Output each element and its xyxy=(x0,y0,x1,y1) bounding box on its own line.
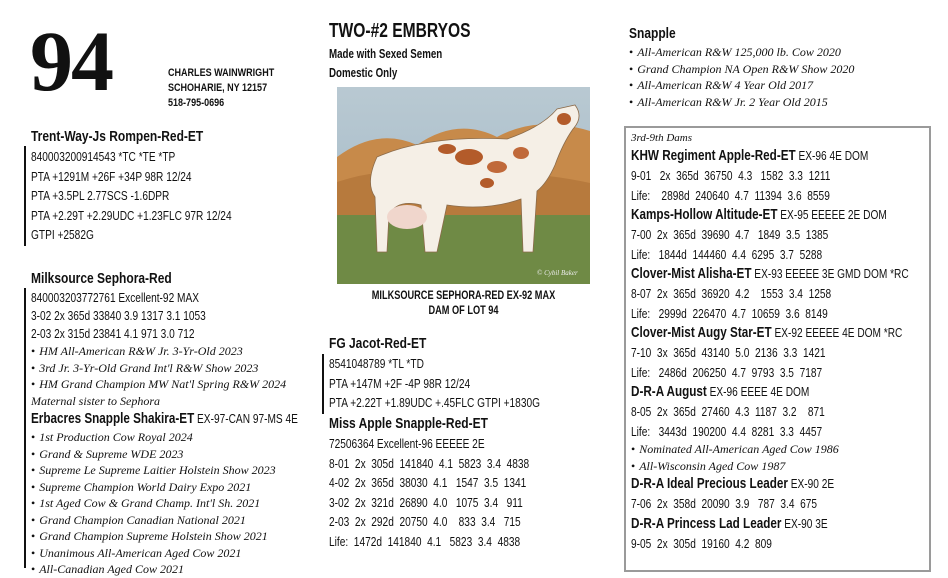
snapple-honor: • All-American R&W Jr. 2 Year Old 2015 xyxy=(629,94,828,109)
sister-honor: • Supreme Champion World Dairy Expo 2021 xyxy=(31,479,252,494)
bullet-icon: • xyxy=(31,344,36,358)
mgs-line: PTA +2.22T +1.89UDC +.45FLC GTPI +1830G xyxy=(329,395,540,410)
dam-entry-line: 9-05 2x 305d 19160 4.2 809 xyxy=(631,535,772,551)
sister-honor: • All-Canadian Aged Cow 2021 xyxy=(31,562,184,576)
dam-name: Milksource Sephora-Red xyxy=(31,270,172,287)
bullet-icon: • xyxy=(631,458,636,473)
photo-caption-line-2: DAM OF LOT 94 xyxy=(428,305,499,317)
bullet-icon: • xyxy=(31,377,36,391)
bullet-icon: • xyxy=(31,545,36,560)
bullet-icon: • xyxy=(31,430,36,444)
dam-entry-name: D-R-A Ideal Precious Leader EX-90 2E xyxy=(631,475,835,492)
bullet-icon: • xyxy=(31,479,36,494)
snapple-honor: • All-American R&W 125,000 lb. Cow 2020 xyxy=(629,45,841,59)
dam-entry-honor: • Nominated All-American Aged Cow 1986 xyxy=(631,442,839,456)
dam-entry-name: D-R-A August EX-96 EEEE 4E DOM xyxy=(631,383,810,400)
sire-line: PTA +1291M +26F +34P 98R 12/24 xyxy=(31,168,192,184)
bullet-icon: • xyxy=(31,360,36,375)
consignor-block xyxy=(168,66,298,111)
dam-entry-name: Kamps-Hollow Altitude-ET EX-95 EEEEE 2E DOM xyxy=(631,206,887,223)
mgs-name: FG Jacot-Red-ET xyxy=(329,335,427,352)
dam-entry-line: Life: 1844d 144460 4.4 6295 3.7 5288 xyxy=(631,246,823,262)
bullet-icon: • xyxy=(31,529,36,543)
snapple-honor: • Grand Champion NA Open R&W Show 2020 xyxy=(629,61,855,76)
dam-honor: • HM Grand Champion MW Nat'l Spring R&W 2024 xyxy=(31,377,287,391)
grand-dam-line: Life: 1472d 141840 4.1 5823 3.4 4838 xyxy=(329,533,521,549)
offering-title: TWO-#2 EMBRYOS xyxy=(329,20,471,42)
consignor-name: CHARLES WAINWRIGHT xyxy=(168,67,275,79)
offering-details xyxy=(329,45,474,83)
dam-bracket xyxy=(24,288,26,568)
sister-honor: • Grand Champion Supreme Holstein Show 2021 xyxy=(31,529,268,543)
dam-entry-line: Life: 2999d 226470 4.7 10659 3.6 8149 xyxy=(631,305,828,321)
mgs-line: 8541048789 *TL *TD xyxy=(329,356,424,371)
bullet-icon: • xyxy=(31,562,36,576)
grand-dam-line: 8-01 2x 305d 141840 4.1 5823 3.4 4838 xyxy=(329,455,530,471)
sire-block xyxy=(31,127,288,245)
dam-entry-honor: • All-Wisconsin Aged Cow 1987 xyxy=(631,458,786,473)
dam-entry-name: KHW Regiment Apple-Red-ET EX-96 4E DOM xyxy=(631,147,869,164)
dam-entry-line: 8-05 2x 365d 27460 4.3 1187 3.2 871 xyxy=(631,404,825,419)
dam-honor: • 3rd Jr. 3-Yr-Old Grand Int'l R&W Show 2023 xyxy=(31,360,259,375)
snapple-block xyxy=(629,24,854,110)
bullet-icon: • xyxy=(629,45,634,59)
lot-number: 94 xyxy=(30,13,112,109)
grand-dam-name: Miss Apple Snapple-Red-ET xyxy=(329,415,488,432)
dam-entry-line: Life: 3443d 190200 4.4 8281 3.3 4457 xyxy=(631,423,823,439)
snapple-honor: • All-American R&W 4 Year Old 2017 xyxy=(629,78,814,92)
dam-block xyxy=(31,269,373,578)
dam-entry-line: 7-00 2x 365d 39690 4.7 1849 3.5 1385 xyxy=(631,227,829,242)
bullet-icon: • xyxy=(629,94,634,109)
offering-line-2: Domestic Only xyxy=(329,66,398,80)
sister-honor: • 1st Production Cow Royal 2024 xyxy=(31,430,193,444)
dams-heading: 3rd-9th Dams xyxy=(631,132,693,144)
bullet-icon: • xyxy=(31,512,36,527)
snapple-name: Snapple xyxy=(629,25,676,42)
dam-entry-name: Clover-Mist Augy Star-ET EX-92 EEEEE 4E DOM *RC xyxy=(631,324,903,341)
maternal-sister-note: Maternal sister to Sephora xyxy=(31,393,160,408)
dam-entry-line: 9-01 2x 365d 36750 4.3 1582 3.3 1211 xyxy=(631,168,831,183)
dam-line: 840003203772761 Excellent-92 MAX xyxy=(31,290,200,305)
sister-honor: • 1st Aged Cow & Grand Champ. Int'l Sh. 2021 xyxy=(31,496,261,510)
sire-line: PTA +2.29T +2.29UDC +1.23FLC 97R 12/24 xyxy=(31,207,232,223)
grand-dam-line: 4-02 2x 365d 38030 4.1 1547 3.5 1341 xyxy=(329,475,527,490)
bullet-icon: • xyxy=(31,463,36,477)
photo-caption-line-1: MILKSOURCE SEPHORA-RED EX-92 MAX xyxy=(371,290,556,302)
dam-entry-name: D-R-A Princess Lad Leader EX-90 3E xyxy=(631,514,828,532)
bullet-icon: • xyxy=(31,496,36,510)
cow-photo-illustration xyxy=(337,87,590,284)
sire-bracket xyxy=(24,146,26,246)
dam-entry-line: 7-10 3x 365d 43140 5.0 2136 3.3 1421 xyxy=(631,345,826,360)
offering-line-1: Made with Sexed Semen xyxy=(329,47,443,61)
dam-line: 3-02 2x 365d 33840 3.9 1317 3.1 1053 xyxy=(31,308,206,323)
dam-entry-line: Life: 2486d 206250 4.7 9793 3.5 7187 xyxy=(631,364,823,380)
bullet-icon: • xyxy=(629,61,634,76)
consignor-city: SCHOHARIE, NY 12157 xyxy=(168,82,268,94)
mgs-line: PTA +147M +2F -4P 98R 12/24 xyxy=(329,375,471,391)
grand-dam-line: 72506364 Excellent-96 EEEEE 2E xyxy=(329,436,485,451)
photo-signature: © Cybil Baker xyxy=(537,269,578,277)
sister-honor: • Grand Champion Canadian National 2021 xyxy=(31,512,246,527)
sister-honor: • Grand & Supreme WDE 2023 xyxy=(31,446,184,461)
bullet-icon: • xyxy=(631,442,636,456)
dam-line: 2-03 2x 315d 23841 4.1 971 3.0 712 xyxy=(31,326,195,341)
grand-dam-line: 2-03 2x 292d 20750 4.0 833 3.4 715 xyxy=(329,514,521,529)
grand-dam-line: 3-02 2x 321d 26890 4.0 1075 3.4 911 xyxy=(329,494,523,510)
cow-photo xyxy=(337,87,590,284)
dam-entry-line: 8-07 2x 365d 36920 4.2 1553 3.4 1258 xyxy=(631,286,832,301)
grand-dam-block xyxy=(329,414,586,551)
dam-entry-line: 7-06 2x 358d 20090 3.9 787 3.4 675 xyxy=(631,496,818,511)
sister-honor: • Supreme Le Supreme Laitier Holstein Show 2023 xyxy=(31,463,276,477)
mgs-block xyxy=(329,334,600,413)
sire-line: PTA +3.5PL 2.77SCS -1.6DPR xyxy=(31,188,170,203)
sister-honor: • Unanimous All-American Aged Cow 2021 xyxy=(31,545,242,560)
sire-line: 840003200914543 *TC *TE *TP xyxy=(31,149,176,164)
ancestor-dams-list xyxy=(631,131,927,553)
dam-entry-name: Clover-Mist Alisha-ET EX-93 EEEEE 3E GMD DOM *RC xyxy=(631,265,909,282)
sire-line: GTPI +2582G xyxy=(31,227,94,242)
sire-name: Trent-Way-Js Rompen-Red-ET xyxy=(31,128,204,145)
dam-honor: • HM All-American R&W Jr. 3-Yr-Old 2023 xyxy=(31,344,243,358)
bullet-icon: • xyxy=(31,446,36,461)
mgs-bracket xyxy=(322,354,324,414)
consignor-phone: 518-795-0696 xyxy=(168,97,225,109)
dam-entry-line: Life: 2898d 240640 4.7 11394 3.6 8559 xyxy=(631,187,830,203)
photo-caption xyxy=(337,289,590,319)
maternal-sister-name: Erbacres Snapple Shakira-ET EX-97-CAN 97-MS 4E xyxy=(31,410,298,427)
bullet-icon: • xyxy=(629,78,634,92)
